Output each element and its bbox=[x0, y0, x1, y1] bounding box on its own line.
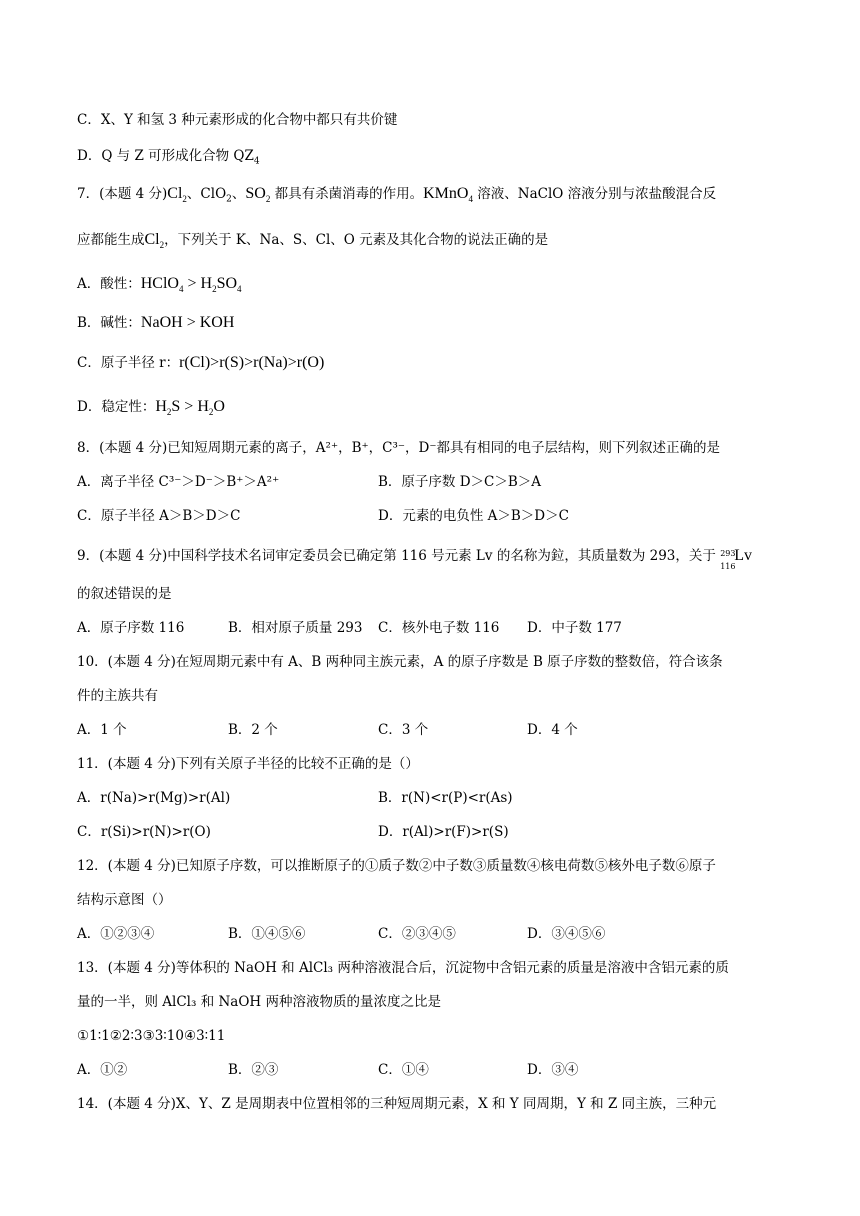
q6-option-c: C．X、Y 和氢 3 种元素形成的化合物中都只有共价键 bbox=[77, 112, 398, 128]
q13-stem-line1: 13．(本题 4 分)等体积的 NaOH 和 AlCl₃ 两种溶液混合后，沉淀物中含铝元素的质量是溶液中含铝元素的质 bbox=[77, 960, 729, 976]
q13-option-a: A．①② bbox=[77, 1062, 128, 1078]
q10-stem-line2: 件的主族共有 bbox=[77, 688, 158, 704]
q12-option-b: B．①④⑤⑥ bbox=[228, 926, 306, 942]
q14-stem-line1: 14．(本题 4 分)X、Y、Z 是周期表中位置相邻的三种短周期元素，X 和 Y 同周期，Y 和 Z 同主族，三种元 bbox=[77, 1096, 717, 1112]
q13-option-c: C．①④ bbox=[378, 1062, 429, 1078]
q11-option-b: B．r(N)<r(P)<r(As) bbox=[378, 790, 513, 806]
q6-option-d: D．Q 与 Z 可形成化合物 $QZ_4$ bbox=[77, 148, 260, 167]
q12-option-c: C．②③④⑤ bbox=[378, 926, 456, 942]
q7-option-c: C．原子半径 r：r(Cl)>r(S)>r(Na)>r(O) bbox=[77, 354, 325, 371]
q9-option-d: D．中子数 177 bbox=[527, 620, 622, 636]
q11-option-a: A．r(Na)>r(Mg)>r(Al) bbox=[77, 790, 231, 806]
q10-option-b: B．2 个 bbox=[228, 722, 278, 738]
q8-option-c: C．原子半径 A＞B＞D＞C bbox=[77, 508, 241, 524]
q12-stem-line1: 12．(本题 4 分)已知原子序数，可以推断原子的①质子数②中子数③质量数④核电荷数⑤核外电子数⑥原子 bbox=[77, 858, 716, 874]
q13-option-b: B．②③ bbox=[228, 1062, 279, 1078]
q7-stem-line1: 7．(本题 4 分)$Cl_2$、ClO$_2$、$SO_2$ 都具有杀菌消毒的作用。KMnO$_4$ 溶液、NaClO 溶液分别与浓盐酸混合反 bbox=[77, 185, 717, 205]
q7-stem-line2: 应都能生成$Cl_2$，下列关于 K、Na、S、Cl、O 元素及其化合物的说法正确的是 bbox=[77, 231, 549, 251]
q10-stem-line1: 10．(本题 4 分)在短周期元素中有 A、B 两种同主族元素，A 的原子序数是 B 原子序数的整数倍，符合该条 bbox=[77, 654, 723, 670]
q9-stem-line1: 9．(本题 4 分)中国科学技术名词审定委员会已确定第 116 号元素 Lv 的名称为鉝，其质量数为 293，关于 293 116 Lv bbox=[77, 547, 752, 571]
q10-option-d: D．4 个 bbox=[527, 722, 578, 738]
q13-option-d: D．③④ bbox=[527, 1062, 579, 1078]
q11-option-c: C．r(Si)>r(N)>r(O) bbox=[77, 824, 211, 840]
q8-option-b: B．原子序数 D＞C＞B＞A bbox=[378, 474, 542, 490]
q9-option-a: A．原子序数 116 bbox=[77, 620, 185, 636]
q10-option-a: A．1 个 bbox=[77, 722, 127, 738]
q12-stem-line2: 结构示意图（） bbox=[77, 892, 172, 908]
q13-ratios: ①1∶1②2∶3③3∶10④3∶11 bbox=[77, 1028, 226, 1044]
q11-stem: 11．(本题 4 分)下列有关原子半径的比较不正确的是（） bbox=[77, 756, 419, 772]
q12-option-d: D．③④⑤⑥ bbox=[527, 926, 606, 942]
q8-stem: 8．(本题 4 分)已知短周期元素的离子，A²⁺，B⁺，C³⁻，D⁻都具有相同的电子层结构，则下列叙述正确的是 bbox=[77, 440, 720, 456]
q7-option-d: D．稳定性：$H_2S > H_2O$ bbox=[77, 398, 225, 418]
q9-option-c: C．核外电子数 116 bbox=[378, 620, 500, 636]
lv-nuclide: 293 116 bbox=[720, 548, 736, 571]
q7-option-b: B．碱性：NaOH > KOH bbox=[77, 314, 235, 331]
q8-option-a: A．离子半径 C³⁻＞D⁻＞B⁺＞A²⁺ bbox=[77, 474, 280, 490]
q8-option-d: D．元素的电负性 A＞B＞D＞C bbox=[378, 508, 569, 524]
q7-option-a: A．酸性：HClO$_4$ > $H_2SO_4$ bbox=[77, 275, 242, 295]
q9-stem-line2: 的叙述错误的是 bbox=[77, 586, 172, 602]
q10-option-c: C．3 个 bbox=[378, 722, 429, 738]
q13-stem-line2: 量的一半，则 AlCl₃ 和 NaOH 两种溶液物质的量浓度之比是 bbox=[77, 994, 441, 1010]
q12-option-a: A．①②③④ bbox=[77, 926, 155, 942]
q11-option-d: D．r(Al)>r(F)>r(S) bbox=[378, 824, 509, 840]
q9-option-b: B．相对原子质量 293 bbox=[228, 620, 363, 636]
